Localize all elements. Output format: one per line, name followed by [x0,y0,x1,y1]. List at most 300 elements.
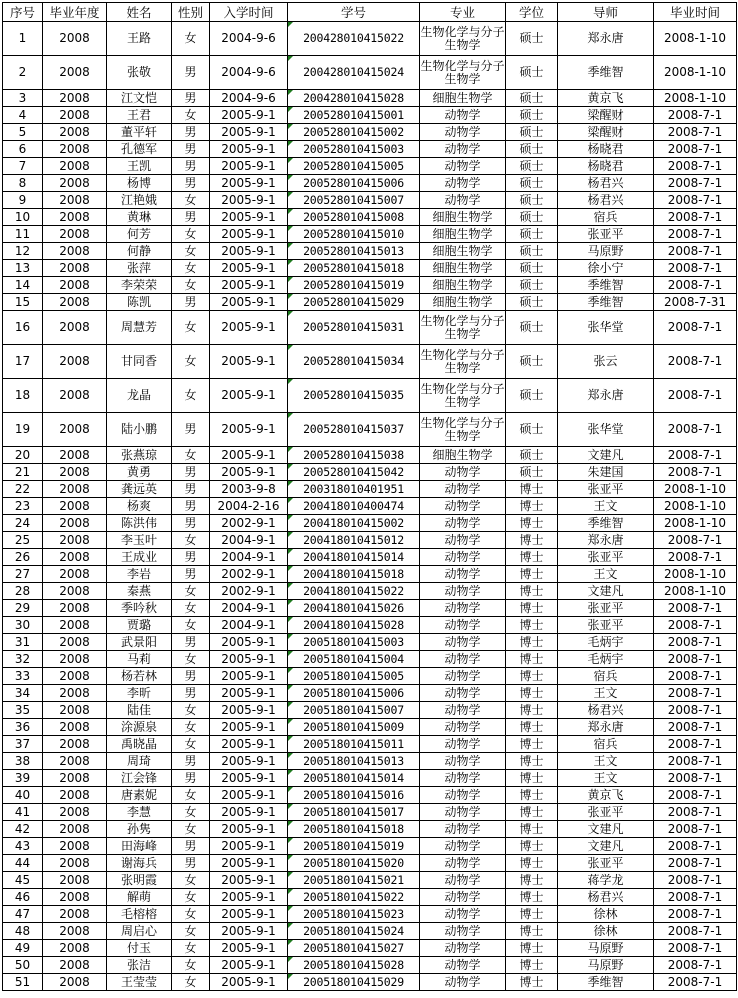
table-row [3,294,737,311]
cell-name: 杨博 [107,175,172,192]
table-row [3,617,737,634]
cell-advisor: 宿兵 [558,736,654,753]
cell-name: 解萌 [107,889,172,906]
cell-year: 2008 [43,345,107,379]
cell-major: 动物学 [420,821,506,838]
cell-grad-date: 2008-7-1 [654,651,737,668]
cell-no: 25 [3,532,43,549]
table-row [3,379,737,413]
cell-no: 42 [3,821,43,838]
cell-year: 2008 [43,209,107,226]
cell-advisor: 马原野 [558,243,654,260]
cell-degree: 硕士 [506,294,558,311]
header-cell-year: 毕业年度 [43,3,107,22]
cell-no: 36 [3,719,43,736]
header-cell-major: 专业 [420,3,506,22]
cell-degree: 硕士 [506,158,558,175]
cell-student-id: 200518010415006 [288,685,420,702]
cell-grad-date: 2008-7-1 [654,192,737,209]
cell-advisor: 郑永唐 [558,719,654,736]
table-row [3,175,737,192]
cell-enroll-date: 2005-9-1 [210,447,288,464]
cell-advisor: 王文 [558,498,654,515]
cell-student-id: 200518010415019 [288,838,420,855]
cell-name: 王莹莹 [107,974,172,991]
cell-year: 2008 [43,277,107,294]
cell-name: 周慧芳 [107,311,172,345]
cell-grad-date: 2008-1-10 [654,515,737,532]
cell-no: 32 [3,651,43,668]
cell-major: 动物学 [420,192,506,209]
cell-name: 秦燕 [107,583,172,600]
cell-year: 2008 [43,141,107,158]
cell-advisor: 梁醒财 [558,124,654,141]
cell-advisor: 梁醒财 [558,107,654,124]
cell-degree: 博士 [506,838,558,855]
cell-name: 李玉叶 [107,532,172,549]
cell-advisor: 季维智 [558,294,654,311]
cell-no: 38 [3,753,43,770]
cell-degree: 博士 [506,940,558,957]
cell-grad-date: 2008-7-1 [654,906,737,923]
cell-degree: 博士 [506,617,558,634]
cell-grad-date: 2008-1-10 [654,56,737,90]
cell-name: 李慧 [107,804,172,821]
cell-student-id: 200528010415018 [288,260,420,277]
cell-gender: 男 [172,753,210,770]
cell-advisor: 徐小宁 [558,260,654,277]
cell-student-id: 200528010415035 [288,379,420,413]
cell-major: 动物学 [420,124,506,141]
cell-name: 黄勇 [107,464,172,481]
cell-year: 2008 [43,804,107,821]
cell-advisor: 朱建国 [558,464,654,481]
cell-major: 细胞生物学 [420,209,506,226]
cell-student-id: 200528010415042 [288,464,420,481]
cell-gender: 女 [172,702,210,719]
cell-grad-date: 2008-7-1 [654,311,737,345]
cell-name: 贾璐 [107,617,172,634]
cell-degree: 硕士 [506,124,558,141]
cell-no: 21 [3,464,43,481]
cell-gender: 女 [172,22,210,56]
cell-student-id: 200518010415014 [288,770,420,787]
cell-name: 毛榕榕 [107,906,172,923]
cell-advisor: 黄京飞 [558,90,654,107]
cell-gender: 女 [172,804,210,821]
cell-year: 2008 [43,855,107,872]
cell-major: 动物学 [420,804,506,821]
cell-no: 49 [3,940,43,957]
cell-major: 生物化学与分子生物学 [420,413,506,447]
cell-gender: 女 [172,719,210,736]
cell-name: 唐素妮 [107,787,172,804]
cell-degree: 博士 [506,719,558,736]
cell-student-id: 200428010415024 [288,56,420,90]
cell-advisor: 张亚平 [558,804,654,821]
cell-enroll-date: 2005-9-1 [210,855,288,872]
cell-major: 细胞生物学 [420,260,506,277]
cell-enroll-date: 2005-9-1 [210,974,288,991]
cell-advisor: 张亚平 [558,600,654,617]
cell-major: 动物学 [420,702,506,719]
header-cell-gender: 性别 [172,3,210,22]
cell-enroll-date: 2005-9-1 [210,940,288,957]
cell-major: 生物化学与分子生物学 [420,379,506,413]
cell-degree: 博士 [506,957,558,974]
cell-advisor: 杨君兴 [558,889,654,906]
cell-name: 马莉 [107,651,172,668]
cell-degree: 硕士 [506,226,558,243]
table-row [3,243,737,260]
cell-student-id: 200518010415029 [288,974,420,991]
table-row [3,838,737,855]
cell-degree: 博士 [506,906,558,923]
cell-year: 2008 [43,124,107,141]
table-row [3,56,737,90]
cell-gender: 男 [172,838,210,855]
cell-gender: 男 [172,464,210,481]
cell-gender: 女 [172,345,210,379]
cell-degree: 博士 [506,549,558,566]
cell-student-id: 200528010415002 [288,124,420,141]
cell-year: 2008 [43,549,107,566]
cell-no: 29 [3,600,43,617]
table-row [3,107,737,124]
cell-advisor: 文建凡 [558,583,654,600]
cell-enroll-date: 2005-9-1 [210,107,288,124]
cell-major: 细胞生物学 [420,243,506,260]
cell-degree: 博士 [506,770,558,787]
cell-major: 动物学 [420,753,506,770]
cell-student-id: 200428010415028 [288,90,420,107]
cell-grad-date: 2008-7-31 [654,294,737,311]
cell-no: 20 [3,447,43,464]
cell-advisor: 文建凡 [558,447,654,464]
cell-gender: 男 [172,56,210,90]
cell-no: 3 [3,90,43,107]
cell-major: 动物学 [420,974,506,991]
cell-name: 李荣荣 [107,277,172,294]
cell-student-id: 200518010415013 [288,753,420,770]
cell-gender: 男 [172,770,210,787]
cell-enroll-date: 2005-9-1 [210,277,288,294]
table-row [3,345,737,379]
cell-grad-date: 2008-7-1 [654,260,737,277]
cell-grad-date: 2008-7-1 [654,464,737,481]
cell-major: 动物学 [420,787,506,804]
cell-student-id: 200418010400474 [288,498,420,515]
cell-major: 动物学 [420,617,506,634]
cell-advisor: 张亚平 [558,855,654,872]
cell-major: 细胞生物学 [420,90,506,107]
cell-year: 2008 [43,872,107,889]
cell-name: 周启心 [107,923,172,940]
cell-name: 陈洪伟 [107,515,172,532]
table-row [3,923,737,940]
cell-enroll-date: 2005-9-1 [210,345,288,379]
header-cell-grad-date: 毕业时间 [654,3,737,22]
cell-name: 武景阳 [107,634,172,651]
cell-no: 19 [3,413,43,447]
cell-student-id: 200528010415037 [288,413,420,447]
cell-grad-date: 2008-1-10 [654,583,737,600]
cell-student-id: 200528010415034 [288,345,420,379]
header-cell-student-id: 学号 [288,3,420,22]
cell-name: 陆佳 [107,702,172,719]
cell-degree: 硕士 [506,107,558,124]
cell-no: 7 [3,158,43,175]
cell-grad-date: 2008-1-10 [654,22,737,56]
cell-gender: 男 [172,855,210,872]
cell-degree: 博士 [506,736,558,753]
cell-grad-date: 2008-7-1 [654,107,737,124]
cell-advisor: 文建凡 [558,838,654,855]
cell-enroll-date: 2004-9-6 [210,22,288,56]
cell-enroll-date: 2005-9-1 [210,124,288,141]
cell-gender: 女 [172,974,210,991]
cell-name: 董平轩 [107,124,172,141]
cell-advisor: 徐林 [558,906,654,923]
cell-major: 动物学 [420,141,506,158]
cell-major: 动物学 [420,481,506,498]
cell-enroll-date: 2004-9-1 [210,600,288,617]
cell-student-id: 200518010415024 [288,923,420,940]
cell-advisor: 马原野 [558,957,654,974]
cell-advisor: 张亚平 [558,617,654,634]
cell-grad-date: 2008-7-1 [654,158,737,175]
cell-gender: 男 [172,498,210,515]
cell-advisor: 王文 [558,685,654,702]
cell-grad-date: 2008-7-1 [654,549,737,566]
cell-grad-date: 2008-7-1 [654,923,737,940]
cell-gender: 女 [172,600,210,617]
cell-name: 禹晓晶 [107,736,172,753]
cell-major: 动物学 [420,685,506,702]
table-row [3,141,737,158]
cell-advisor: 马原野 [558,940,654,957]
cell-major: 动物学 [420,158,506,175]
table-row [3,583,737,600]
cell-advisor: 文建凡 [558,821,654,838]
cell-enroll-date: 2005-9-1 [210,719,288,736]
cell-major: 动物学 [420,889,506,906]
cell-gender: 男 [172,515,210,532]
table-row [3,226,737,243]
cell-enroll-date: 2005-9-1 [210,311,288,345]
cell-year: 2008 [43,294,107,311]
cell-enroll-date: 2005-9-1 [210,770,288,787]
cell-enroll-date: 2005-9-1 [210,702,288,719]
cell-no: 40 [3,787,43,804]
cell-year: 2008 [43,821,107,838]
cell-enroll-date: 2002-9-1 [210,515,288,532]
cell-degree: 硕士 [506,141,558,158]
table-row [3,702,737,719]
cell-enroll-date: 2005-9-1 [210,192,288,209]
cell-student-id: 200418010415002 [288,515,420,532]
cell-name: 王路 [107,22,172,56]
table-row [3,889,737,906]
cell-name: 王君 [107,107,172,124]
cell-degree: 硕士 [506,56,558,90]
cell-enroll-date: 2005-9-1 [210,379,288,413]
table-row [3,974,737,991]
cell-student-id: 200528010415013 [288,243,420,260]
cell-major: 动物学 [420,634,506,651]
cell-grad-date: 2008-7-1 [654,787,737,804]
cell-gender: 男 [172,209,210,226]
table-row [3,821,737,838]
cell-advisor: 郑永唐 [558,379,654,413]
cell-gender: 女 [172,226,210,243]
cell-gender: 男 [172,668,210,685]
cell-gender: 男 [172,175,210,192]
cell-student-id: 200528010415010 [288,226,420,243]
cell-name: 江会锋 [107,770,172,787]
cell-advisor: 杨晓君 [558,158,654,175]
cell-advisor: 宿兵 [558,668,654,685]
cell-no: 24 [3,515,43,532]
cell-no: 35 [3,702,43,719]
cell-grad-date: 2008-7-1 [654,770,737,787]
cell-advisor: 张亚平 [558,481,654,498]
cell-degree: 博士 [506,702,558,719]
cell-grad-date: 2008-7-1 [654,124,737,141]
cell-name: 付玉 [107,940,172,957]
table-row [3,957,737,974]
cell-gender: 女 [172,192,210,209]
cell-student-id: 200528010415001 [288,107,420,124]
cell-advisor: 毛炳宇 [558,651,654,668]
table-row [3,906,737,923]
table-row [3,481,737,498]
cell-enroll-date: 2005-9-1 [210,753,288,770]
cell-gender: 女 [172,923,210,940]
header-cell-advisor: 导师 [558,3,654,22]
cell-enroll-date: 2005-9-1 [210,787,288,804]
cell-major: 动物学 [420,651,506,668]
cell-degree: 硕士 [506,447,558,464]
cell-gender: 男 [172,124,210,141]
cell-name: 张萍 [107,260,172,277]
cell-advisor: 宿兵 [558,209,654,226]
cell-enroll-date: 2005-9-1 [210,838,288,855]
cell-degree: 硕士 [506,22,558,56]
cell-year: 2008 [43,787,107,804]
cell-year: 2008 [43,617,107,634]
cell-grad-date: 2008-7-1 [654,736,737,753]
cell-degree: 硕士 [506,192,558,209]
cell-major: 动物学 [420,549,506,566]
cell-advisor: 杨君兴 [558,192,654,209]
cell-major: 动物学 [420,515,506,532]
cell-major: 生物化学与分子生物学 [420,345,506,379]
cell-enroll-date: 2005-9-1 [210,668,288,685]
cell-major: 动物学 [420,838,506,855]
cell-no: 39 [3,770,43,787]
cell-grad-date: 2008-7-1 [654,600,737,617]
cell-major: 细胞生物学 [420,447,506,464]
cell-grad-date: 2008-7-1 [654,957,737,974]
cell-gender: 男 [172,158,210,175]
cell-student-id: 200518010415017 [288,804,420,821]
cell-degree: 硕士 [506,209,558,226]
cell-student-id: 200528010415003 [288,141,420,158]
cell-enroll-date: 2005-9-1 [210,889,288,906]
cell-grad-date: 2008-7-1 [654,702,737,719]
cell-gender: 女 [172,447,210,464]
cell-grad-date: 2008-7-1 [654,617,737,634]
cell-degree: 博士 [506,872,558,889]
cell-no: 33 [3,668,43,685]
cell-name: 王凯 [107,158,172,175]
cell-student-id: 200518010415003 [288,634,420,651]
cell-student-id: 200518010415004 [288,651,420,668]
cell-year: 2008 [43,379,107,413]
table-row [3,753,737,770]
cell-year: 2008 [43,702,107,719]
cell-no: 17 [3,345,43,379]
cell-name: 王成业 [107,549,172,566]
cell-year: 2008 [43,889,107,906]
table-row [3,668,737,685]
cell-degree: 博士 [506,668,558,685]
cell-degree: 博士 [506,923,558,940]
table-row [3,124,737,141]
cell-gender: 男 [172,566,210,583]
cell-no: 41 [3,804,43,821]
cell-grad-date: 2008-1-10 [654,498,737,515]
cell-gender: 女 [172,736,210,753]
cell-grad-date: 2008-7-1 [654,872,737,889]
cell-degree: 博士 [506,889,558,906]
cell-advisor: 蒋学龙 [558,872,654,889]
cell-no: 50 [3,957,43,974]
cell-name: 张燕琼 [107,447,172,464]
cell-degree: 博士 [506,532,558,549]
cell-year: 2008 [43,600,107,617]
cell-no: 27 [3,566,43,583]
cell-degree: 硕士 [506,311,558,345]
cell-degree: 硕士 [506,277,558,294]
cell-year: 2008 [43,311,107,345]
cell-name: 孙隽 [107,821,172,838]
table-row [3,413,737,447]
cell-name: 龚远英 [107,481,172,498]
cell-student-id: 200318010401951 [288,481,420,498]
cell-gender: 男 [172,413,210,447]
cell-enroll-date: 2005-9-1 [210,685,288,702]
cell-enroll-date: 2004-9-1 [210,532,288,549]
cell-gender: 男 [172,141,210,158]
cell-student-id: 200518010415023 [288,906,420,923]
cell-year: 2008 [43,906,107,923]
cell-student-id: 200518010415009 [288,719,420,736]
cell-grad-date: 2008-7-1 [654,804,737,821]
cell-student-id: 200518010415005 [288,668,420,685]
cell-degree: 硕士 [506,90,558,107]
cell-major: 细胞生物学 [420,226,506,243]
cell-no: 44 [3,855,43,872]
cell-major: 动物学 [420,498,506,515]
cell-grad-date: 2008-7-1 [654,209,737,226]
cell-gender: 女 [172,107,210,124]
cell-year: 2008 [43,753,107,770]
cell-no: 51 [3,974,43,991]
cell-year: 2008 [43,940,107,957]
cell-no: 14 [3,277,43,294]
